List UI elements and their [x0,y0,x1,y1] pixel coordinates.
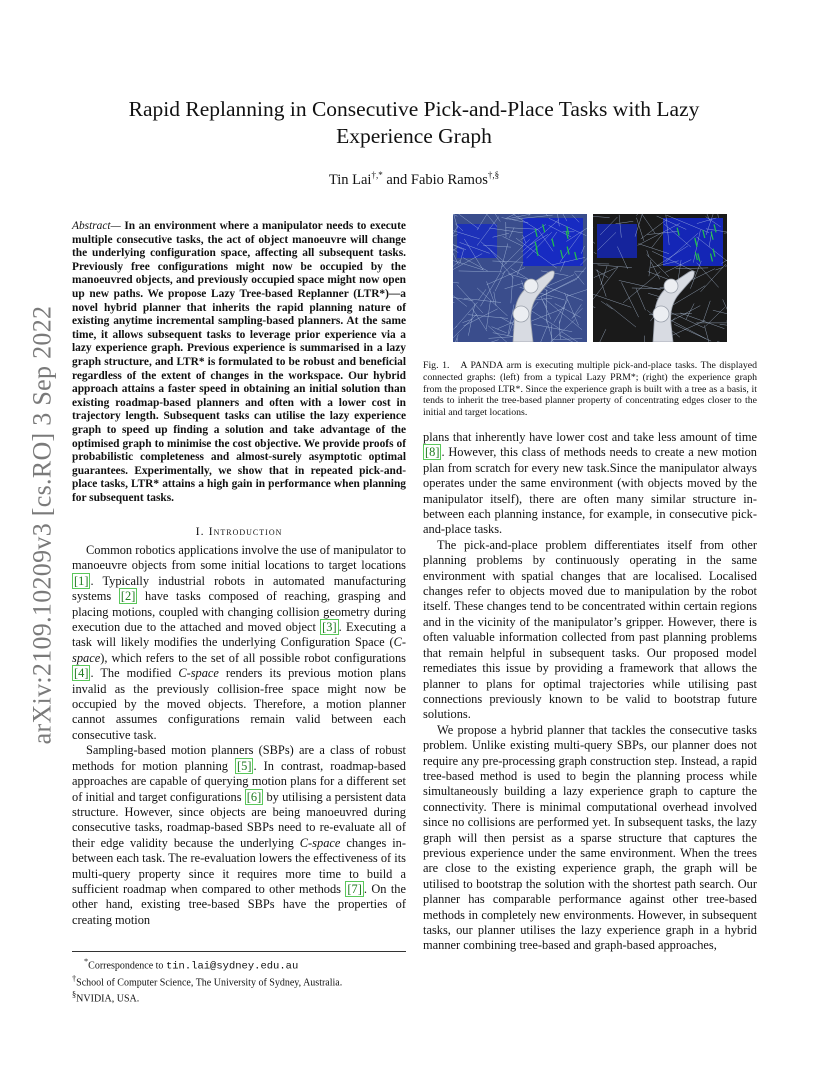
footnote-mark: † [72,973,77,983]
figure-panel-lazy-prm [453,214,587,342]
citation-link[interactable]: [2] [120,589,136,604]
text-run: . The modified [90,666,179,681]
citation-link[interactable]: [3] [322,620,337,635]
footnote-correspondence [72,956,406,973]
ltr-experience-graph-image [593,214,727,342]
text-run: have tasks composed of reaching, grasping and placing motions, coupled with changing collision geometry during execution due to the attached and moved object [72,589,406,635]
footnote-text: NVIDIA, USA. [76,993,140,1005]
robot-joint [513,306,529,322]
author-1-affiliation-marks: †,* [371,170,383,180]
intro-paragraph-4: The pick-and-place problem differentiates itself from other planning problems by continuously operating in the same environment with spatial changes that are localised. Localised changes refer to objects moved due to manipulation by the robot itself. These changes tend to be concentrated within certain regions and in the vicinity of the manipulator’s gripper. However, there is often valuable information collected from past planning problems that remain helpful in subsequent tasks. Our proposed model remediates this issue by providing a framework that allows the planner to plans for optimal trajectories while utilising past connections previously known to be valid to bootstrap future solutions. [423,537,757,722]
citation-link[interactable]: [8] [425,445,440,460]
abstract-text: In an environment where a manipulator needs to execute multiple consecutive tasks, the act of object manoeuvre will change the underlying configuration space, affecting all subsequent tasks. Previously free configurations might now be occupied by the manoeuvred objects, and previously occupied space might now open up new paths. We propose Lazy Tree-based Replanner (LTR*)—a novel hybrid planner that inherits the rapid planning nature of existing anytime incremental sampling-based planners. At the same time, it allows subsequent tasks to leverage prior experience via a lazy experience graph. Previous experience is summarised in a lazy graph structure, and LTR* is formulated to be robust and beneficial regardless of the extent of changes in the workspace. Our hybrid approach attains a faster speed in obtaining an initial solution than existing roadmap-based planners and often with a lower cost in trajectory length. Subsequent tasks can utilise the lazy experience graph to speed up finding a solution and take advantage of the optimised graph to minimise the cost objective. We provide proofs of probabilistic completeness and almost-surely asymptotic optimal guarantees. Experimentally, we show that in repeated pick-and-place tasks, LTR* attains a high gain in performance when planning for subsequent tasks. [72,220,406,504]
author-2-name: Fabio Ramos [410,171,488,188]
text-run: ), which refers to the set of all possible robot configurations [100,650,406,665]
obstacle-box [597,224,637,258]
citation-link[interactable]: [7] [347,881,362,896]
figure-panel-ltr-experience-graph [593,214,727,342]
citation-link[interactable]: [5] [237,758,252,773]
text-run: . Typically industrial robots in automated manufacturing systems [72,573,406,604]
author-1-name: Tin Lai [328,171,372,188]
author-2-affiliation-marks: †,§ [487,170,500,180]
author-connector: and [386,171,408,188]
arxiv-identifier-text: arXiv:2109.10209v3 [cs.RO] 3 Sep 2022 [27,305,56,745]
footnote-affiliation-sydney [72,973,406,990]
text-run: plans that inherently have lower cost and take less amount of time [423,430,757,444]
figure-caption-text: A PANDA arm is executing multiple pick-and-place tasks. The displayed connected graphs: (left) from a typical Lazy PRM*; (right) the experience graph from the proposed LTR*. Since the experience graph is built with a tree as a basis, it tends to inherit the tree-based planner property of concentrating edges closer to the initial and target locations. [423,360,757,419]
abstract [72,220,406,505]
text-run: . However, this class of methods needs to create a new motion plan from scratch for every new task.Since the manipulator always operates under the same environment (with objects moved by the manipulator itself), there are often many similar structure in-between each planning instance, for example, in consecutive pick-and-place tasks. [423,445,757,537]
correspondence-email[interactable]: tin.lai@sydney.edu.au [165,960,299,973]
citation-link[interactable]: [6] [246,789,262,804]
text-run: Sampling-based motion planners (SBPs) are a class of robust methods for motion planning [72,743,406,773]
abstract-label: Abstract— [72,220,121,232]
intro-paragraph-1 [72,543,406,743]
figure-1-caption [423,360,757,419]
robot-joint [664,279,678,293]
intro-paragraph-2 [72,743,406,928]
figure-caption-label: Fig. 1. [423,360,450,371]
text-run: changes in-between each task. The re-evaluation lowers the effectiveness of its multi-query property since it requires more time to build a sufficient roadmap when compared to other methods [72,835,406,896]
text-run: Common robotics applications involve the use of manipulator to manoeuvre objects from some initial locations to target locations [72,543,406,573]
robot-joint [653,306,669,322]
italic-term: C-space [178,666,219,681]
footnote-text: Correspondence to [88,960,166,972]
text-run: . On the other hand, existing tree-based SBPs have the properties of creating motion [72,881,406,927]
figure-1 [453,214,727,342]
robot-joint [524,279,538,293]
citation-link[interactable]: [1] [74,573,89,588]
lazy-prm-graph-image [453,214,587,342]
citation-link[interactable]: [4] [74,666,89,681]
footnote-mark: * [84,957,89,966]
text-run: . Executing a task will likely modifies the underlying Configuration Space ( [72,620,406,650]
italic-term: C-space [72,635,406,665]
text-run: renders its previous motion plans invalid as the previously collision-free space might now be occupied by the moved objects. Therefore, a motion planner cannot assumes configurations remain valid between each consecutive task. [72,666,406,742]
obstacle-box [457,224,497,258]
author-line [100,170,728,189]
footnote-text: School of Computer Science, The University of Sydney, Australia. [76,976,343,988]
italic-term: C-space [299,835,341,850]
text-run: by utilising a persistent data structure. However, since objects are being manoeuvred during consecutive tasks, roadmap-based SBPs need to re-evaluate all of their edge validity because the underlying [72,789,406,850]
introduction-right-column [423,430,757,954]
text-run: . In contrast, roadmap-based approaches are capable of querying motion plans for a different set of initial and target configurations [72,758,406,804]
footnotes [72,951,406,1006]
intro-paragraph-3-continued [423,430,757,538]
footnote-affiliation-nvidia [72,989,406,1006]
section-introduction-heading: I. Introduction [195,524,283,538]
footnote-mark: § [72,990,77,1000]
intro-paragraph-5: We propose a hybrid planner that tackles the consecutive tasks problem. Unlike existing multi-query SBPs, our planner does not require any pre-processing graph construction step. Instead, a rapid tree-based method is used to begin the planning process while simultaneously building a lazy experience graph to capture the connectivity. There is minimal computational overhead involved since no collisions are performed yet. In subsequent tasks, the lazy graph will then persist as a sparse structure that captures the previous experience under the same environment. When the trees are close to the existing experience graph, the graph will be utilised to bootstrap the solution with the shortest path search. Our planner has comparable performance against other tree-based methods in completely new environments. However, in subsequent tasks, our planner utilises the lazy experience graph in a hybrid manner combining tree-based and graph-based approaches, [423,722,757,953]
paper-title: Rapid Replanning in Consecutive Pick-and-Place Tasks with Lazy Experience Graph [128,97,700,148]
introduction-left-column [72,543,406,928]
arxiv-identifier [20,290,64,760]
